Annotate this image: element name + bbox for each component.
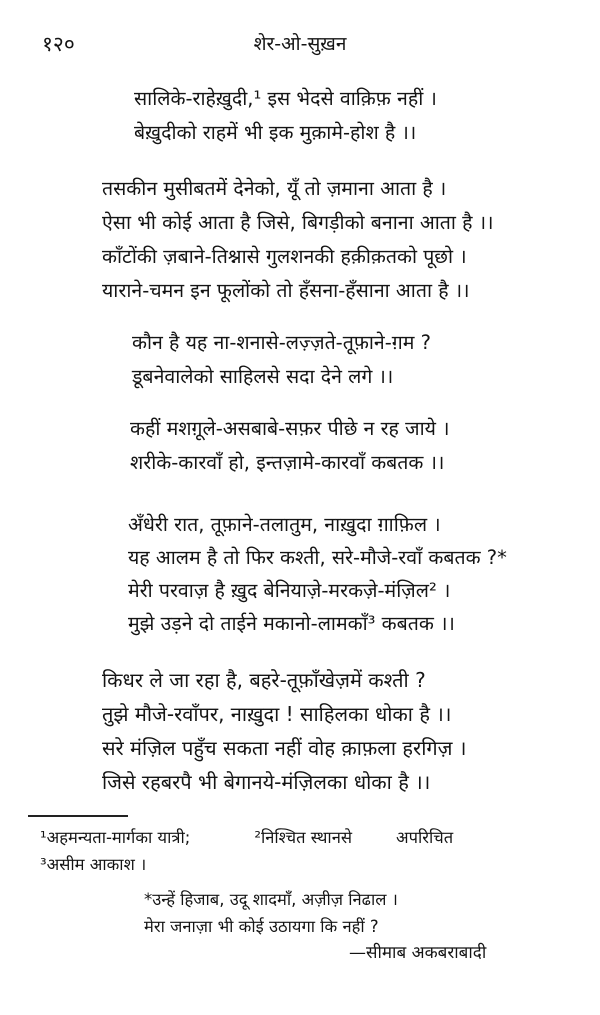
verse-line: ऐसा भी कोई आता है जिसे, बिगड़ीको बनाना आता है ।। (102, 211, 494, 234)
verse-line: मुझे उड़ने दो ताईने मकानो-लामकाँ³ कबतक ।। (128, 612, 455, 635)
verse-line: याराने-चमन इन फूलोंको तो हँसना-हँसाना आता है ।। (102, 279, 470, 302)
footnotes-glossary (40, 824, 453, 878)
verse-line: कहीं मशग़ूले-असबाबे-सफ़र पीछे न रह जाये । (130, 417, 450, 440)
running-title: शेर-ओ-सुख़न (253, 33, 347, 55)
verse-line: यह आलम है तो फिर कश्ती, सरे-मौजे-रवाँ कबतक ?* (128, 546, 507, 569)
page-number: १२० (42, 32, 75, 56)
verse-line: मेरी परवाज़ है ख़ुद बेनियाज़े-मरकज़े-मंज़िल² । (128, 579, 451, 602)
footnote-2-continued: अपरिचित (396, 828, 454, 847)
quote-author: —सीमाब अकबराबादी (349, 943, 487, 963)
footnote-2: ²निश्चित स्थानसे (254, 828, 353, 847)
footnote-1: ¹अहमन्यता-मार्गका यात्री; (40, 828, 191, 847)
verse-line: सालिके-राहेख़ुदी,¹ इस भेदसे वाक़िफ़ नहीं । (134, 87, 437, 110)
verse-line: कौन है यह ना-शनासे-लज़्ज़ते-तूफ़ाने-ग़म ? (132, 331, 431, 354)
stanza-2 (102, 172, 494, 308)
footnote-3: ³असीम आकाश । (40, 855, 147, 874)
quote-line: *उन्हें हिजाब, उदू शादमाँ, अज़ीज़ निढाल । (144, 890, 398, 909)
stanza-4 (130, 412, 450, 480)
verse-line: तसकीन मुसीबतमें देनेको, यूँ तो ज़माना आता है । (102, 177, 447, 200)
verse-line: किधर ले जा रहा है, बहरे-तूफ़ाँखेज़में कश्ती ? (102, 668, 426, 692)
footnote-divider (28, 815, 128, 817)
footnote-quote (144, 886, 486, 967)
verse-line: काँटोंकी ज़बाने-तिश्नासे गुलशनकी हक़ीक़तको पूछो । (102, 245, 467, 268)
stanza-6 (102, 663, 466, 799)
verse-line: अँधेरी रात, तूफ़ाने-तलातुम, नाख़ुदा ग़ाफ़िल । (128, 513, 441, 536)
verse-line: डूबनेवालेको साहिलसे सदा देने लगे ।। (132, 365, 394, 388)
verse-line: बेख़ुदीको राहमें भी इक मुक़ामे-होश है ।। (134, 121, 417, 144)
stanza-5 (128, 508, 507, 640)
verse-line: सरे मंज़िल पहुँच सकता नहीं वोह क़ाफ़ला हरगिज़ । (102, 736, 467, 760)
stanza-1 (134, 82, 437, 150)
verse-line: शरीके-कारवाँ हो, इन्तज़ामे-कारवाँ कबतक ।। (130, 451, 445, 474)
verse-line: जिसे रहबरपै भी बेगानये-मंज़िलका धोका है ।। (102, 770, 431, 794)
quote-line: मेरा जनाज़ा भी कोई उठायगा कि नहीं ? (144, 917, 379, 936)
stanza-3 (132, 326, 431, 394)
verse-line: तुझे मौजे-रवाँपर, नाख़ुदा ! साहिलका धोका है ।। (102, 702, 452, 726)
